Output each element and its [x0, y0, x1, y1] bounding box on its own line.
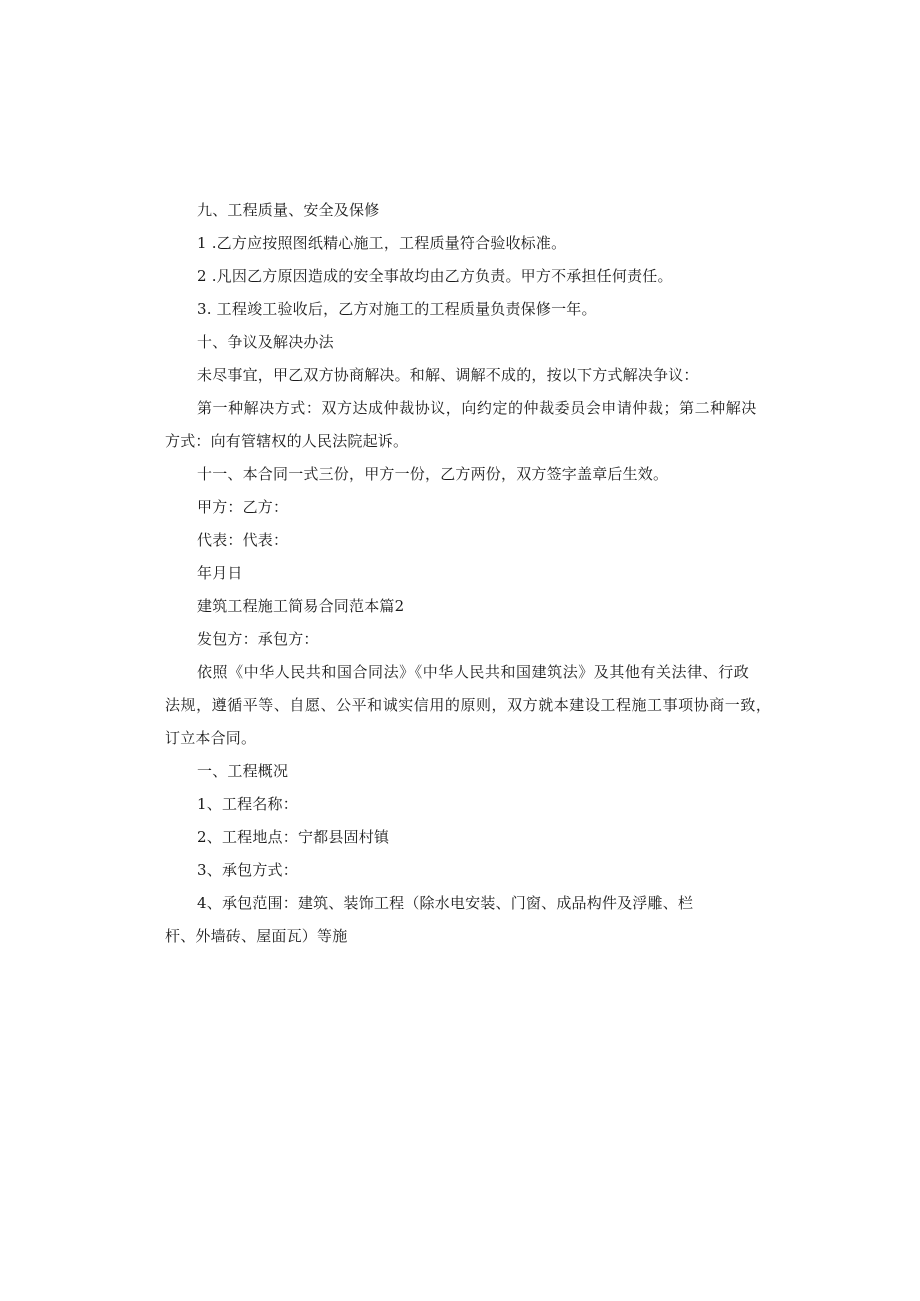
contracting-parties-line: 发包方：承包方： — [197, 630, 319, 648]
section-heading-copies: 十一、本合同一式三份，甲方一份，乙方两份，双方签字盖章后生效。 — [197, 465, 669, 483]
representatives-line: 代表：代表： — [197, 531, 289, 549]
parties-signature-line: 甲方：乙方： — [197, 498, 289, 516]
clause-2: 2 .凡因乙方原因造成的安全事故均由乙方负责。甲方不承担任何责任。 — [197, 267, 673, 285]
contract-scope-line-2: 杆、外墙砖、屋面瓦）等施 — [165, 927, 348, 945]
contract-scope-line-1: 4、承包范围：建筑、装饰工程（除水电安装、门窗、成品构件及浮雕、栏 — [197, 894, 694, 912]
preamble-line-1: 依照《中华人民共和国合同法》《中华人民共和国建筑法》及其他有关法律、行政 — [197, 663, 750, 681]
dispute-methods-line-1: 第一种解决方式：双方达成仲裁协议，向约定的仲裁委员会申请仲裁；第二种解决 — [197, 399, 757, 417]
preamble-line-2: 法规，遵循平等、自愿、公平和诚实信用的原则，双方就本建设工程施工事项协商一致， — [165, 696, 772, 714]
preamble-line-3: 订立本合同。 — [165, 729, 257, 747]
section-heading-overview: 一、工程概况 — [197, 762, 289, 780]
dispute-methods-line-2: 方式：向有管辖权的人民法院起诉。 — [165, 432, 409, 450]
dispute-paragraph: 未尽事宜，甲乙双方协商解决。和解、调解不成的，按以下方式解决争议： — [197, 366, 699, 384]
project-name-line: 1、工程名称： — [197, 795, 298, 813]
clause-1: 1 .乙方应按照图纸精心施工，工程质量符合验收标准。 — [197, 234, 567, 252]
section-heading-dispute: 十、争议及解决办法 — [197, 333, 334, 351]
date-line: 年月日 — [197, 564, 243, 582]
project-location-line: 2、工程地点：宁都县固村镇 — [197, 828, 390, 846]
contract-title: 建筑工程施工简易合同范本篇2 — [197, 597, 405, 615]
clause-3: 3. 工程竣工验收后，乙方对施工的工程质量负责保修一年。 — [197, 300, 597, 318]
section-heading-quality: 九、工程质量、安全及保修 — [197, 201, 380, 219]
contract-method-line: 3、承包方式： — [197, 861, 298, 879]
